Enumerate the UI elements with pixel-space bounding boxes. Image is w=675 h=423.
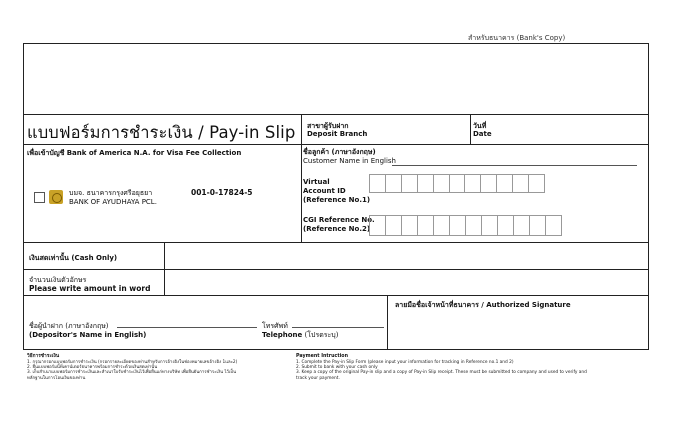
instructions-en-line: 1. Complete the Pay-in Slip Form (please input your information for tracking in Reference no.1 and 2) xyxy=(296,360,514,365)
virtual-account-line3: (Reference No.1) xyxy=(303,196,371,204)
bank-account-number: 001-0-17824-5 xyxy=(191,188,253,197)
date-en: Date xyxy=(473,130,492,138)
instructions-en xyxy=(296,354,587,381)
divider-v-date xyxy=(470,114,471,144)
authorized-signature-label: ลายมือชื่อเจ้าหน้าที่ธนาคาร / Authorized Signature xyxy=(395,301,571,309)
depositor-name-field[interactable] xyxy=(117,327,257,328)
deposit-branch-th: สาขาผู้รับฝาก xyxy=(307,122,349,130)
instructions-en-heading: Payment Intruction xyxy=(296,354,348,359)
instructions-en-line: track your payment. xyxy=(296,375,340,381)
instructions-th-line: 2. ยื่นแบบฟอร์มนี้ที่เคาน์เตอร์ธนาคารพร้อมการชำระด้วยเงินสดเท่านั้น xyxy=(27,365,158,371)
divider-v-main xyxy=(301,114,302,242)
instructions-th-line: หลักฐานในการโอนเงินของท่าน xyxy=(27,375,86,381)
depositor-name-en: (Depositor's Name in English) xyxy=(29,331,147,339)
account-label: เพื่อเข้าบัญชี xyxy=(27,149,65,157)
instructions-th xyxy=(27,354,237,381)
instructions-th-heading: วิธีการชำระเงิน xyxy=(27,354,60,359)
telephone-en: Telephone xyxy=(262,331,303,339)
date-th: วันที่ xyxy=(473,122,487,130)
bank-name-th: บมจ. ธนาคารกรุงศรีอยุธยา xyxy=(69,189,153,197)
deposit-branch-en: Deposit Branch xyxy=(307,130,368,138)
cgi-reference-line1: CGI Reference No. xyxy=(303,216,375,224)
telephone-th: โทรศัพท์ xyxy=(262,322,288,330)
account-name: Bank of America N.A. for Visa Fee Collection xyxy=(66,149,242,157)
amount-words-field[interactable] xyxy=(165,269,648,294)
cgi-reference-line2: (Reference No.2) xyxy=(303,225,371,233)
cgi-reference-label xyxy=(303,216,375,234)
instructions-th-line: 3. เก็บสำเนาแบบฟอร์มการชำระเงินและสำเนาใบรับชำระเงินไว้เพื่อยื่นแก่ทางบริษัท เพื่อยืนยันการชำระเงิน ไว้เป็น xyxy=(27,370,237,376)
bank-checkbox[interactable] xyxy=(34,192,45,203)
krungsri-logo-icon xyxy=(49,190,63,204)
telephone-note: (โปรดระบุ) xyxy=(304,331,339,339)
customer-name-th: ชื่อลูกค้า (ภาษาอังกฤษ) xyxy=(303,148,376,156)
divider-amount xyxy=(24,295,648,296)
virtual-account-line2: Account ID xyxy=(303,187,346,195)
amount-words-en: Please write amount in word xyxy=(29,284,151,293)
customer-name-field[interactable] xyxy=(392,165,637,166)
cash-amount-field[interactable] xyxy=(165,243,648,268)
divider-v-signature xyxy=(387,295,388,350)
account-info xyxy=(27,149,241,157)
divider-top xyxy=(24,114,648,115)
copy-label: สำหรับธนาคาร (Bank's Copy) xyxy=(468,34,566,42)
virtual-account-line1: Virtual xyxy=(303,178,330,186)
depositor-name-th: ชื่อผู้นำฝาก (ภาษาอังกฤษ) xyxy=(29,322,109,330)
telephone-field[interactable] xyxy=(292,327,384,328)
cash-only-label: เงินสดเท่านั้น (Cash Only) xyxy=(29,254,118,262)
cgi-reference-input[interactable] xyxy=(369,215,562,236)
instructions-en-line: 3. Keep a copy of the original Pay-in slip and a copy of Pay-in Slip receipt. These must be submitted to company and used to verify and xyxy=(296,370,587,376)
virtual-account-label xyxy=(303,178,370,205)
page-title: แบบฟอร์มการชำระเงิน / Pay-in Slip xyxy=(27,123,296,142)
instructions-en-line: 2. Submit to bank with your cash only xyxy=(296,365,378,371)
bank-name-en: BANK OF AYUDHAYA PCL. xyxy=(69,198,157,206)
instructions-th-line: 1. กรุณากรอกแบบฟอร์มการชำระเงิน (กรอกรายละเอียดของท่านสำหรับการอ้างอิงในช่องหมายเลขอ้างอิง 1และ2) xyxy=(27,360,238,365)
customer-name-en: Customer Name in English xyxy=(303,157,396,165)
virtual-account-input[interactable] xyxy=(369,174,545,193)
amount-words-th: จำนวนเงินตัวอักษร xyxy=(29,276,87,284)
